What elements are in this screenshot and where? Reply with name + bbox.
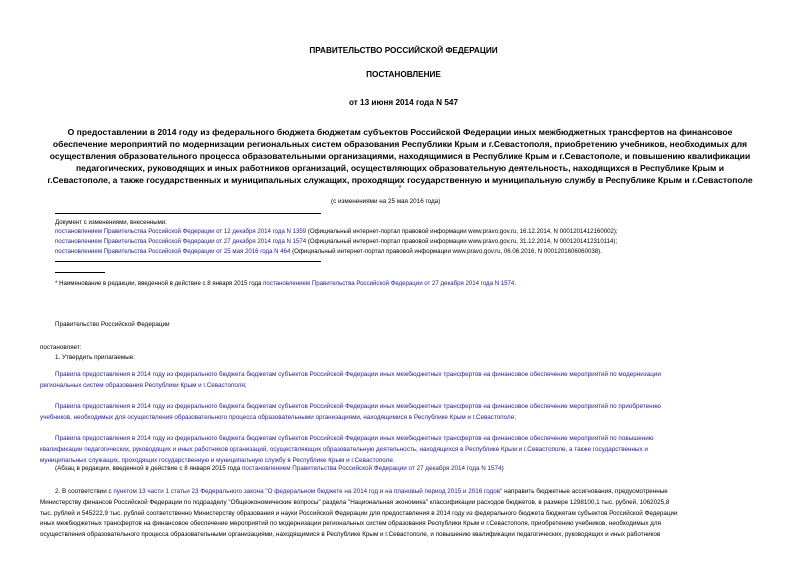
title-line: обеспечение мероприятий по модернизации региональных систем образования Республики Крым и г.Севастополя, приобретению учебников, необходимых для [52,139,748,149]
paragraph-2-line: 2. В соответствии с пунктом 13 части 1 статьи 23 Федерального закона "О федеральном бюджете на 2014 год и на плановый период 2015 и 2016 годов" направить бюджетные ассигнования, предусмотренные [55,488,668,495]
change-source: (Официальный интернет-портал правовой информации www.pravo.gov.ru, 06.06.2016, N 0001201606060038). [290,248,602,255]
footnote-link[interactable]: постановлением Правительства Российской Федерации от 27 декабря 2014 года N 1574 [263,280,515,287]
approve-item: 1. Утвердить прилагаемые: [55,354,135,361]
change-link[interactable]: постановлением Правительства Российской Федерации от 25 мая 2016 года N 464 [55,248,291,255]
rule-3-line: квалификации педагогических, руководящих и иных работников организаций, осуществляющих образовательную деятельность, находящихся в Республике Крым и г.Севастополе, а также государственных и [40,445,648,453]
government-heading: ПРАВИТЕЛЬСТВО РОССИЙСКОЙ ФЕДЕРАЦИИ [309,46,498,55]
rule-1-line: Правила предоставления в 2014 году из федерального бюджета бюджетам субъектов Российской Федерации иных межбюджетных трансфертов на финансовое обеспечение мероприятий по модернизации [55,371,661,378]
changes-intro: Документ с изменениями, внесенными: [55,219,167,226]
paragraph-2-line: осуществления образовательного процесса образовательными организациями, находящимися в Республике Крым и г.Севастополе, и повышению квалификации педагогических, руководящих и иных работников [40,531,661,539]
government-subject: Правительство Российской Федерации [55,321,170,328]
paragraph-2-line: тыс. рублей и 545222,9 тыс. рублей соответственно Министерству образования и науки Российской Федерации для предоставления в 2014 году из федерального бюджета бюджетам субъектов Российской Федерации [40,509,678,517]
change-item [55,228,618,236]
change-source: (Официальный интернет-портал правовой информации www.pravo.gov.ru, 31.12.2014, N 0001201412310114); [306,238,618,245]
document-date: от 13 июня 2014 года N 547 [348,98,459,107]
rule-2-line: Правила предоставления в 2014 году из федерального бюджета бюджетам субъектов Российской Федерации иных межбюджетных трансфертов на финансовое обеспечение мероприятий по приобретению [55,403,661,410]
rule-2[interactable] [40,402,767,424]
title-line: осуществления образовательного процесса образовательными организациями, находящимися в Республике Крым и г.Севастополе, и повышению квалификации [49,151,751,161]
title-line: педагогических, руководящих и иных работников организаций, осуществляющих образовательную деятельность, находящихся в Республике Крым и [75,163,725,173]
rule-3-line: муниципальных служащих, проходящих государственную и муниципальную службу в Республике Крым и г.Севастополе. [40,456,395,464]
title-footnote-mark: * [398,185,402,192]
rule-3[interactable] [40,434,767,466]
change-link[interactable]: постановлением Правительства Российской Федерации от 27 декабря 2014 года N 1574 [55,238,307,245]
change-source: (Официальный интернет-портал правовой информации www.pravo.gov.ru, 16.12.2014, N 0001201412160002); [306,228,618,235]
footnote-divider [55,272,105,273]
document-type-heading: ПОСТАНОВЛЕНИЕ [366,70,441,79]
divider [55,261,321,262]
rule-2-line: учебников, необходимых для осуществления образовательного процесса образовательными организациями, находящимися в Республике Крым и г.Севастополе; [40,413,516,421]
paragraph-2-line: Министерству финансов Российской Федерации по подразделу "Общеэкономические вопросы" раздела "Национальная экономика" классификации расходов бюджетов, в размере 1298100,1 тыс. рублей, 1062025,8 [40,498,670,506]
title-footnote: * Наименование в редакции, введенной в действие с 8 января 2015 года постановлением Правительства Российской Федерации от 27 декабря 2014 года N 1574. [55,280,517,287]
resolves-text: постановляет: [40,344,82,351]
rule-1-line: региональных систем образования Республики Крым и г.Севастополя; [40,381,247,389]
divider [55,213,321,214]
title-line: О предоставлении в 2014 году из федерального бюджета бюджетам субъектов Российской Федерации иных межбюджетных трансфертов на финансовое [67,127,733,137]
change-link[interactable]: постановлением Правительства Российской Федерации от 12 декабря 2014 года N 1359 [55,228,307,235]
rule-3-line: Правила предоставления в 2014 году из федерального бюджета бюджетам субъектов Российской Федерации иных межбюджетных трансфертов на финансовое обеспечение мероприятий по повышению [55,435,654,442]
paragraph-2-line: иных межбюджетных трансфертов на финансовое обеспечение мероприятий по модернизации региональных систем образования Республики Крым и г.Севастополя, приобретению учебников, необходимых для [40,520,661,528]
paragraph-2 [40,487,767,541]
title-line: г.Севастополе, а также государственных и муниципальных служащих, проходящих государственную и муниципальную службу в Республике Крым и г.Севастополе [47,175,753,185]
federal-law-link[interactable]: пунктом 13 части 1 статьи 23 Федерального закона "О федеральном бюджете на 2014 год и на плановый период 2015 и 2016 годов" [113,488,503,495]
amendment-link[interactable]: постановлением Правительства Российской Федерации от 27 декабря 2014 года N 1574 [241,465,502,472]
revision-note: (с изменениями на 25 мая 2016 года) [331,198,441,205]
change-item [55,248,602,256]
rule-1[interactable] [40,370,767,392]
amendment-note: (Абзац в редакции, введенной в действие с 8 января 2015 года постановлением Правительства Российской Федерации от 27 декабря 2014 года N 1574) [55,465,504,472]
change-item [55,238,617,246]
